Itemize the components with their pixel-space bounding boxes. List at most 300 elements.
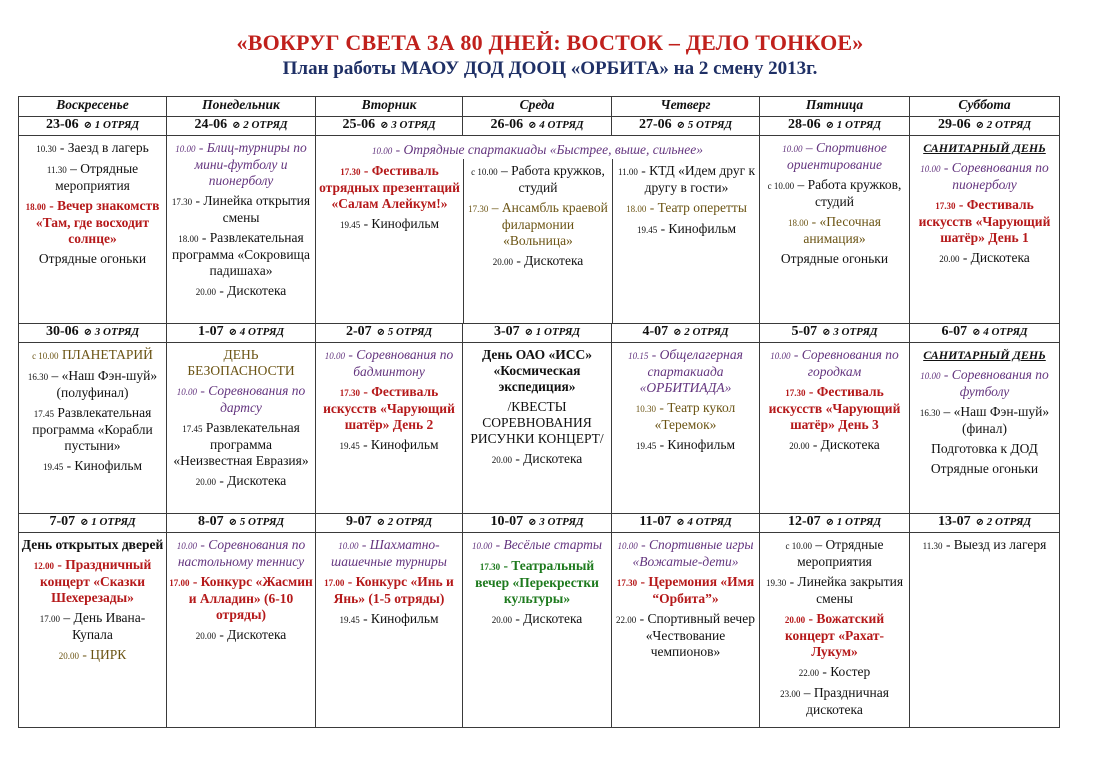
schedule-entry	[614, 574, 757, 607]
entry-time: 17.30	[479, 562, 501, 572]
entry-time: с 10.00	[767, 181, 795, 191]
unit-label	[229, 326, 284, 338]
entry-text: Развлекательная программа «Неизвестная Евразия»	[173, 420, 309, 468]
schedule-entry	[21, 347, 164, 364]
schedule-entry	[762, 177, 907, 210]
entry-time: 19.45	[339, 441, 360, 451]
unit-number-icon: ⊘	[825, 120, 835, 131]
date-header	[316, 324, 463, 343]
day-cell-fri	[760, 533, 910, 728]
schedule-entry	[21, 405, 164, 454]
unit-number-icon: ⊘	[972, 327, 981, 338]
entry-text: САНИТАРНЫЙ ДЕНЬ	[923, 141, 1046, 155]
unit-word: ОТРЯД	[696, 119, 733, 131]
date-header-row	[19, 514, 1060, 533]
entry-time: 20.00	[195, 477, 216, 487]
entry-time: 10.00	[920, 164, 941, 174]
entry-time: 17.30	[616, 578, 638, 588]
unit-number-icon: ⊘	[975, 517, 985, 528]
unit-number: 3	[833, 326, 839, 338]
entry-time: 10.30	[36, 144, 57, 154]
date-header-row	[19, 117, 1060, 136]
entry-time: 17.30	[785, 388, 806, 398]
unit-number-icon: ⊘	[528, 517, 537, 528]
schedule-entry	[21, 251, 164, 267]
unit-number: 2	[986, 516, 993, 528]
unit-word: ОТРЯД	[251, 119, 288, 131]
unit-label	[976, 516, 1031, 528]
entry-text: - КТД «Идем друг к другу в гости»	[641, 163, 756, 195]
entry-time: 19.45	[42, 462, 64, 472]
entry-time: 10.30	[635, 404, 656, 414]
entry-text: - Отрядные спартакиады «Быстрее, выше, сильнее»	[395, 142, 703, 157]
schedule-entry	[762, 574, 907, 607]
entry-time: 20.00	[939, 254, 960, 264]
entry-time: 20.00	[789, 441, 810, 451]
schedule-entry	[614, 347, 757, 396]
date-label: 30-06	[45, 324, 79, 339]
schedule-entry	[466, 163, 610, 196]
entry-text: - Блиц-турниры по мини-футболу и пионерболу	[194, 140, 307, 188]
schedule-entry	[465, 558, 609, 607]
schedule-entry	[465, 399, 609, 447]
schedule-entry	[912, 347, 1057, 363]
unit-number: 2	[387, 516, 394, 528]
entry-text: - Театральный вечер «Перекрестки культуры»	[475, 558, 599, 606]
schedule-entry	[318, 384, 460, 433]
entry-text: ДЕНЬ БЕЗОПАСНОСТИ	[187, 347, 295, 378]
unit-number-icon: ⊘	[673, 327, 682, 338]
date-header	[463, 514, 612, 533]
entry-text: - Фестиваль искусств «Чарующий шатёр» День 3	[768, 384, 901, 432]
schedule-entry	[614, 400, 757, 433]
unit-number: 3	[539, 516, 545, 528]
unit-word: ОТРЯД	[995, 119, 1032, 131]
entry-time: 18.00	[626, 204, 647, 214]
entry-text: - Общелагерная спартакиада «ОРБИТИАДА»	[639, 347, 743, 395]
schedule-entry	[21, 458, 164, 475]
date-header	[910, 324, 1060, 343]
schedule-entry	[614, 437, 757, 454]
date-header	[463, 117, 612, 136]
date-label: 5-07	[791, 324, 818, 339]
unit-word: ОТРЯД	[995, 516, 1032, 528]
entry-time: 19.45	[635, 441, 657, 451]
activities-row	[19, 533, 1060, 728]
entry-time: 17.00	[324, 578, 345, 588]
schedule-entry	[762, 384, 907, 433]
schedule-entry	[169, 193, 313, 226]
entry-time: с 10.00	[785, 541, 813, 551]
date-header	[910, 514, 1060, 533]
entry-text: - Фестиваль искусств «Чарующий шатёр» День 1	[918, 197, 1051, 245]
schedule-entry	[169, 347, 313, 379]
schedule-entry	[169, 383, 313, 416]
date-header	[760, 514, 910, 533]
unit-word: ОТРЯД	[99, 516, 136, 528]
entry-text: /КВЕСТЫ СОРЕВНОВАНИЯ РИСУНКИ КОНЦЕРТ/	[470, 399, 604, 446]
day-cell-fri	[760, 343, 910, 514]
schedule-entry	[169, 140, 313, 189]
day-cell-sat	[910, 343, 1060, 514]
unit-label	[229, 516, 284, 528]
entry-text: - Соревнования по бадминтону	[348, 347, 454, 379]
schedule-entry	[169, 420, 313, 469]
entry-text: - Заезд в лагерь	[59, 140, 149, 155]
schedule-entry	[912, 404, 1057, 437]
entry-text: - Кинофильм	[363, 437, 439, 452]
date-header	[19, 324, 167, 343]
schedule-entry	[912, 441, 1057, 457]
date-header	[760, 117, 910, 136]
unit-label	[673, 326, 728, 338]
page-title: «ВОКРУГ СВЕТА ЗА 80 ДНЕЙ: ВОСТОК – ДЕЛО ТОНКОЕ»	[236, 30, 864, 55]
entry-text: - Развлекательная программа «Сокровища падишаха»	[172, 230, 310, 278]
unit-number: 5	[239, 516, 246, 528]
unit-word: ОТРЯД	[396, 326, 433, 338]
schedule-entry	[762, 685, 907, 718]
unit-number-icon: ⊘	[232, 120, 241, 131]
entry-time: 19.30	[765, 578, 787, 588]
day-cell-wed	[463, 533, 612, 728]
entry-text: День открытых дверей	[21, 537, 164, 552]
weekday-thursday: Четверг	[612, 97, 760, 117]
entry-text: – Работа кружков, студий	[500, 163, 605, 195]
entry-text: - Соревнования по футболу	[943, 367, 1049, 399]
weekday-sunday: Воскресенье	[19, 97, 167, 117]
unit-label	[822, 326, 877, 338]
entry-text: – «Наш Фэн-шуй» (финал)	[943, 404, 1050, 436]
schedule-entry	[21, 647, 164, 664]
date-label: 28-06	[787, 117, 821, 132]
entry-time: 19.45	[339, 615, 360, 625]
date-label: 1-07	[197, 324, 224, 339]
entry-time: 12.00	[33, 561, 54, 571]
entry-text: – Работа кружков, студий	[797, 177, 902, 209]
day-cell-mon	[167, 343, 316, 514]
date-header	[316, 117, 463, 136]
schedule-entry	[762, 140, 907, 173]
entry-time: 19.45	[636, 225, 658, 235]
unit-label	[84, 326, 139, 338]
unit-number: 4	[687, 516, 693, 528]
entry-text: - Дискотека	[812, 437, 880, 452]
entry-time: 10.00	[175, 144, 196, 154]
unit-word: ОТРЯД	[692, 326, 729, 338]
entry-text: - Шахматно-шашечные турниры	[331, 537, 447, 569]
entry-time: 16.30	[27, 372, 49, 382]
entry-time: 10.00	[324, 351, 345, 361]
date-label: 4-07	[642, 324, 669, 339]
entry-time: 22.00	[616, 615, 637, 625]
schedule-entry	[762, 347, 907, 380]
entry-text: – Отрядные мероприятия	[55, 161, 139, 193]
date-label: 23-06	[45, 117, 79, 132]
entry-time: 17.30	[935, 201, 956, 211]
unit-word: ОТРЯД	[544, 326, 581, 338]
unit-number-icon: ⊘	[975, 120, 985, 131]
entry-time: 18.00	[178, 234, 199, 244]
schedule-entry	[762, 611, 907, 660]
entry-text: - Дискотека	[515, 451, 583, 466]
schedule-entry	[316, 142, 759, 159]
unit-number: 2	[243, 119, 249, 131]
date-header	[463, 324, 612, 343]
entry-time: 17.30	[339, 388, 360, 398]
entry-time: 10.00	[471, 541, 493, 551]
entry-text: ПЛАНЕТАРИЙ	[61, 347, 153, 362]
entry-text: - Дискотека	[962, 250, 1030, 265]
schedule-entry	[465, 611, 609, 628]
unit-number-icon: ⊘	[825, 517, 835, 528]
entry-text: - Весёлые старты	[495, 537, 603, 552]
unit-word: ОТРЯД	[841, 326, 878, 338]
day-column-wed	[463, 159, 612, 323]
entry-text: - Вечер знакомств «Там, где восходит солнце»	[35, 198, 160, 246]
schedule-entry	[912, 367, 1057, 400]
entry-text: Подготовка к ДОД	[931, 441, 1038, 456]
entry-time: 19.45	[339, 220, 361, 230]
schedule-entry	[614, 611, 757, 660]
unit-number: 1	[91, 516, 97, 528]
entry-text: – Праздничная дискотека	[803, 685, 889, 717]
schedule-entry	[169, 574, 313, 623]
entry-time: 17.45	[33, 409, 54, 419]
entry-time: 17.30	[340, 167, 361, 177]
unit-label	[528, 119, 583, 131]
unit-number-icon: ⊘	[528, 120, 537, 131]
schedule-entry	[318, 611, 460, 628]
unit-label	[826, 516, 881, 528]
day-cell-thu	[612, 343, 760, 514]
entry-text: – Ансамбль краевой филармонии «Вольница»	[491, 200, 608, 248]
unit-number: 4	[983, 326, 989, 338]
unit-number: 2	[986, 119, 993, 131]
day-cell-fri	[760, 136, 910, 324]
weekday-tuesday: Вторник	[316, 97, 463, 117]
schedule-entry	[21, 537, 164, 553]
entry-time: 20.00	[491, 455, 512, 465]
entry-text: - Дискотека	[516, 253, 584, 268]
schedule-entry	[615, 200, 758, 217]
entry-text: - Кинофильм	[363, 611, 439, 626]
unit-label	[525, 326, 580, 338]
entry-text: - Соревнования по пионерболу	[943, 160, 1049, 192]
schedule-entry	[318, 163, 461, 212]
date-header	[316, 514, 463, 533]
entry-text: - Дискотека	[219, 283, 287, 298]
entry-text: - Кинофильм	[363, 216, 440, 231]
day-column-tue	[316, 159, 463, 323]
page-subtitle: План работы МАОУ ДОД ДООЦ «ОРБИТА» на 2 смену 2013г.	[282, 58, 818, 79]
entry-time: 18.00	[788, 218, 809, 228]
day-cell-tue	[316, 343, 463, 514]
entry-text: - Дискотека	[219, 473, 287, 488]
entry-text: - Кинофильм	[66, 458, 143, 473]
entry-text: - Праздничный концерт «Сказки Шехерезады»	[39, 557, 152, 605]
entry-time: 17.00	[39, 614, 60, 624]
date-header	[19, 514, 167, 533]
date-header	[612, 117, 760, 136]
date-label: 3-07	[493, 324, 520, 339]
day-cell-sat	[910, 533, 1060, 728]
entry-text: - Соревнования по дартсу	[200, 383, 306, 415]
entry-text: - Фестиваль искусств «Чарующий шатёр» День 2	[323, 384, 455, 432]
entry-time: 20.00	[58, 651, 79, 661]
date-label: 29-06	[937, 117, 971, 132]
entry-text: – Спортивное ориентирование	[787, 140, 887, 172]
schedule-entry	[21, 610, 164, 643]
entry-time: с 10.00	[471, 167, 498, 177]
schedule-entry	[169, 627, 313, 644]
activities-row	[19, 343, 1060, 514]
entry-time: 10.00	[372, 146, 393, 156]
entry-time: 17.30	[171, 197, 193, 207]
unit-number: 1	[535, 326, 542, 338]
schedule-entry	[465, 451, 609, 468]
day-cell-sun	[19, 136, 167, 324]
date-header	[910, 117, 1060, 136]
schedule-entry	[318, 347, 460, 380]
schedule-entry	[318, 216, 461, 233]
entry-time: 10.15	[628, 351, 649, 361]
day-cell-sun	[19, 343, 167, 514]
entry-time: 20.00	[195, 631, 216, 641]
unit-label	[377, 326, 432, 338]
unit-label	[677, 119, 732, 131]
date-label: 6-07	[941, 324, 968, 339]
unit-number-icon: ⊘	[676, 120, 686, 131]
entry-time: 16.30	[919, 408, 941, 418]
entry-time: 11.30	[46, 165, 67, 175]
entry-text: Развлекательная программа «Корабли пустыни»	[32, 405, 153, 453]
unit-label	[380, 119, 435, 131]
date-header-row	[19, 324, 1060, 343]
schedule-entry	[762, 251, 907, 267]
unit-label	[528, 516, 583, 528]
entry-text: - Соревнования по городкам	[793, 347, 899, 379]
entry-text: – Отрядные мероприятия	[797, 537, 884, 569]
entry-text: - Костер	[822, 664, 871, 679]
schedule-entry	[21, 198, 164, 247]
unit-label	[676, 516, 731, 528]
entry-text: - Линейка открытия смены	[195, 193, 311, 225]
schedule-entry	[169, 537, 313, 570]
schedule-table	[18, 96, 1060, 728]
day-cell-tue	[316, 533, 463, 728]
entry-time: 17.30	[468, 204, 489, 214]
schedule-entry	[466, 253, 610, 270]
entry-time: 10.00	[782, 144, 803, 154]
entry-time: 20.00	[492, 257, 513, 267]
weekday-monday: Понедельник	[167, 97, 316, 117]
entry-text: - Линейка закрытия смены	[789, 574, 904, 606]
day-cell-thu	[612, 533, 760, 728]
date-header	[167, 324, 316, 343]
entry-text: - «Песочная анимация»	[803, 214, 881, 246]
entry-text: - Конкурс «Инь и Янь» (1-5 отряды)	[333, 574, 454, 606]
entry-text: - Фестиваль отрядных презентаций «Салам Алейкум!»	[319, 163, 460, 211]
date-label: 9-07	[345, 514, 372, 529]
date-label: 8-07	[197, 514, 224, 529]
unit-number: 4	[239, 326, 246, 338]
unit-number: 2	[684, 326, 690, 338]
unit-number: 3	[94, 326, 101, 338]
schedule-entry	[169, 230, 313, 279]
weekday-header-row	[19, 97, 1060, 117]
unit-word: ОТРЯД	[695, 516, 732, 528]
weekday-friday: Пятница	[760, 97, 910, 117]
entry-text: - Выезд из лагеря	[945, 537, 1047, 552]
schedule-entry	[615, 221, 758, 238]
schedule-entry	[912, 537, 1057, 554]
entry-text: - Вожатский концерт «Рахат-Лукум»	[784, 611, 885, 659]
entry-time: 20.00	[491, 615, 512, 625]
date-header	[167, 514, 316, 533]
entry-time: 10.00	[176, 387, 197, 397]
entry-time: 20.00	[784, 615, 806, 625]
unit-word: ОТРЯД	[845, 516, 882, 528]
entry-text: - Театр оперетты	[649, 200, 747, 215]
unit-number-icon: ⊘	[822, 327, 831, 338]
schedule-entry	[762, 537, 907, 570]
day-cell-mon	[167, 533, 316, 728]
unit-number: 5	[387, 326, 394, 338]
day-cell-mon	[167, 136, 316, 324]
entry-time: 10.00	[338, 541, 359, 551]
unit-number-icon: ⊘	[380, 120, 389, 131]
entry-time: 20.00	[195, 287, 216, 297]
unit-label	[232, 119, 287, 131]
weekday-saturday: Суббота	[910, 97, 1060, 117]
schedule-entry	[465, 537, 609, 554]
unit-number: 1	[836, 119, 843, 131]
schedule-entry	[21, 368, 164, 401]
unit-number-icon: ⊘	[676, 517, 685, 528]
entry-time: 11.30	[922, 541, 943, 551]
entry-time: с 10.00	[32, 351, 59, 361]
day-cell-wed	[463, 343, 612, 514]
date-header	[167, 117, 316, 136]
unit-word: ОТРЯД	[547, 516, 584, 528]
entry-time: 10.00	[176, 541, 197, 551]
unit-label	[826, 119, 881, 131]
weekday-wednesday: Среда	[463, 97, 612, 117]
unit-label	[84, 119, 139, 131]
unit-number-icon: ⊘	[83, 120, 93, 131]
unit-label	[972, 326, 1027, 338]
entry-text: – «Наш Фэн-шуй» (полуфинал)	[51, 368, 158, 400]
unit-word: ОТРЯД	[103, 326, 140, 338]
unit-number-icon: ⊘	[376, 517, 386, 528]
entry-time: 18.00	[25, 202, 46, 212]
unit-number-icon: ⊘	[524, 327, 534, 338]
unit-number-icon: ⊘	[83, 327, 93, 338]
schedule-entry	[912, 140, 1057, 156]
schedule-entry	[169, 283, 313, 300]
unit-label	[377, 516, 432, 528]
schedule-body	[19, 117, 1060, 728]
entry-text: - Спортивный вечер «Чествование чемпионов»	[639, 611, 755, 659]
unit-number-icon: ⊘	[228, 517, 238, 528]
date-header	[19, 117, 167, 136]
unit-word: ОТРЯД	[991, 326, 1028, 338]
schedule-entry	[169, 473, 313, 490]
entry-text: Отрядные огоньки	[38, 251, 147, 266]
schedule-entry	[912, 461, 1057, 477]
entry-text: Отрядные огоньки	[780, 251, 889, 266]
unit-label	[976, 119, 1031, 131]
